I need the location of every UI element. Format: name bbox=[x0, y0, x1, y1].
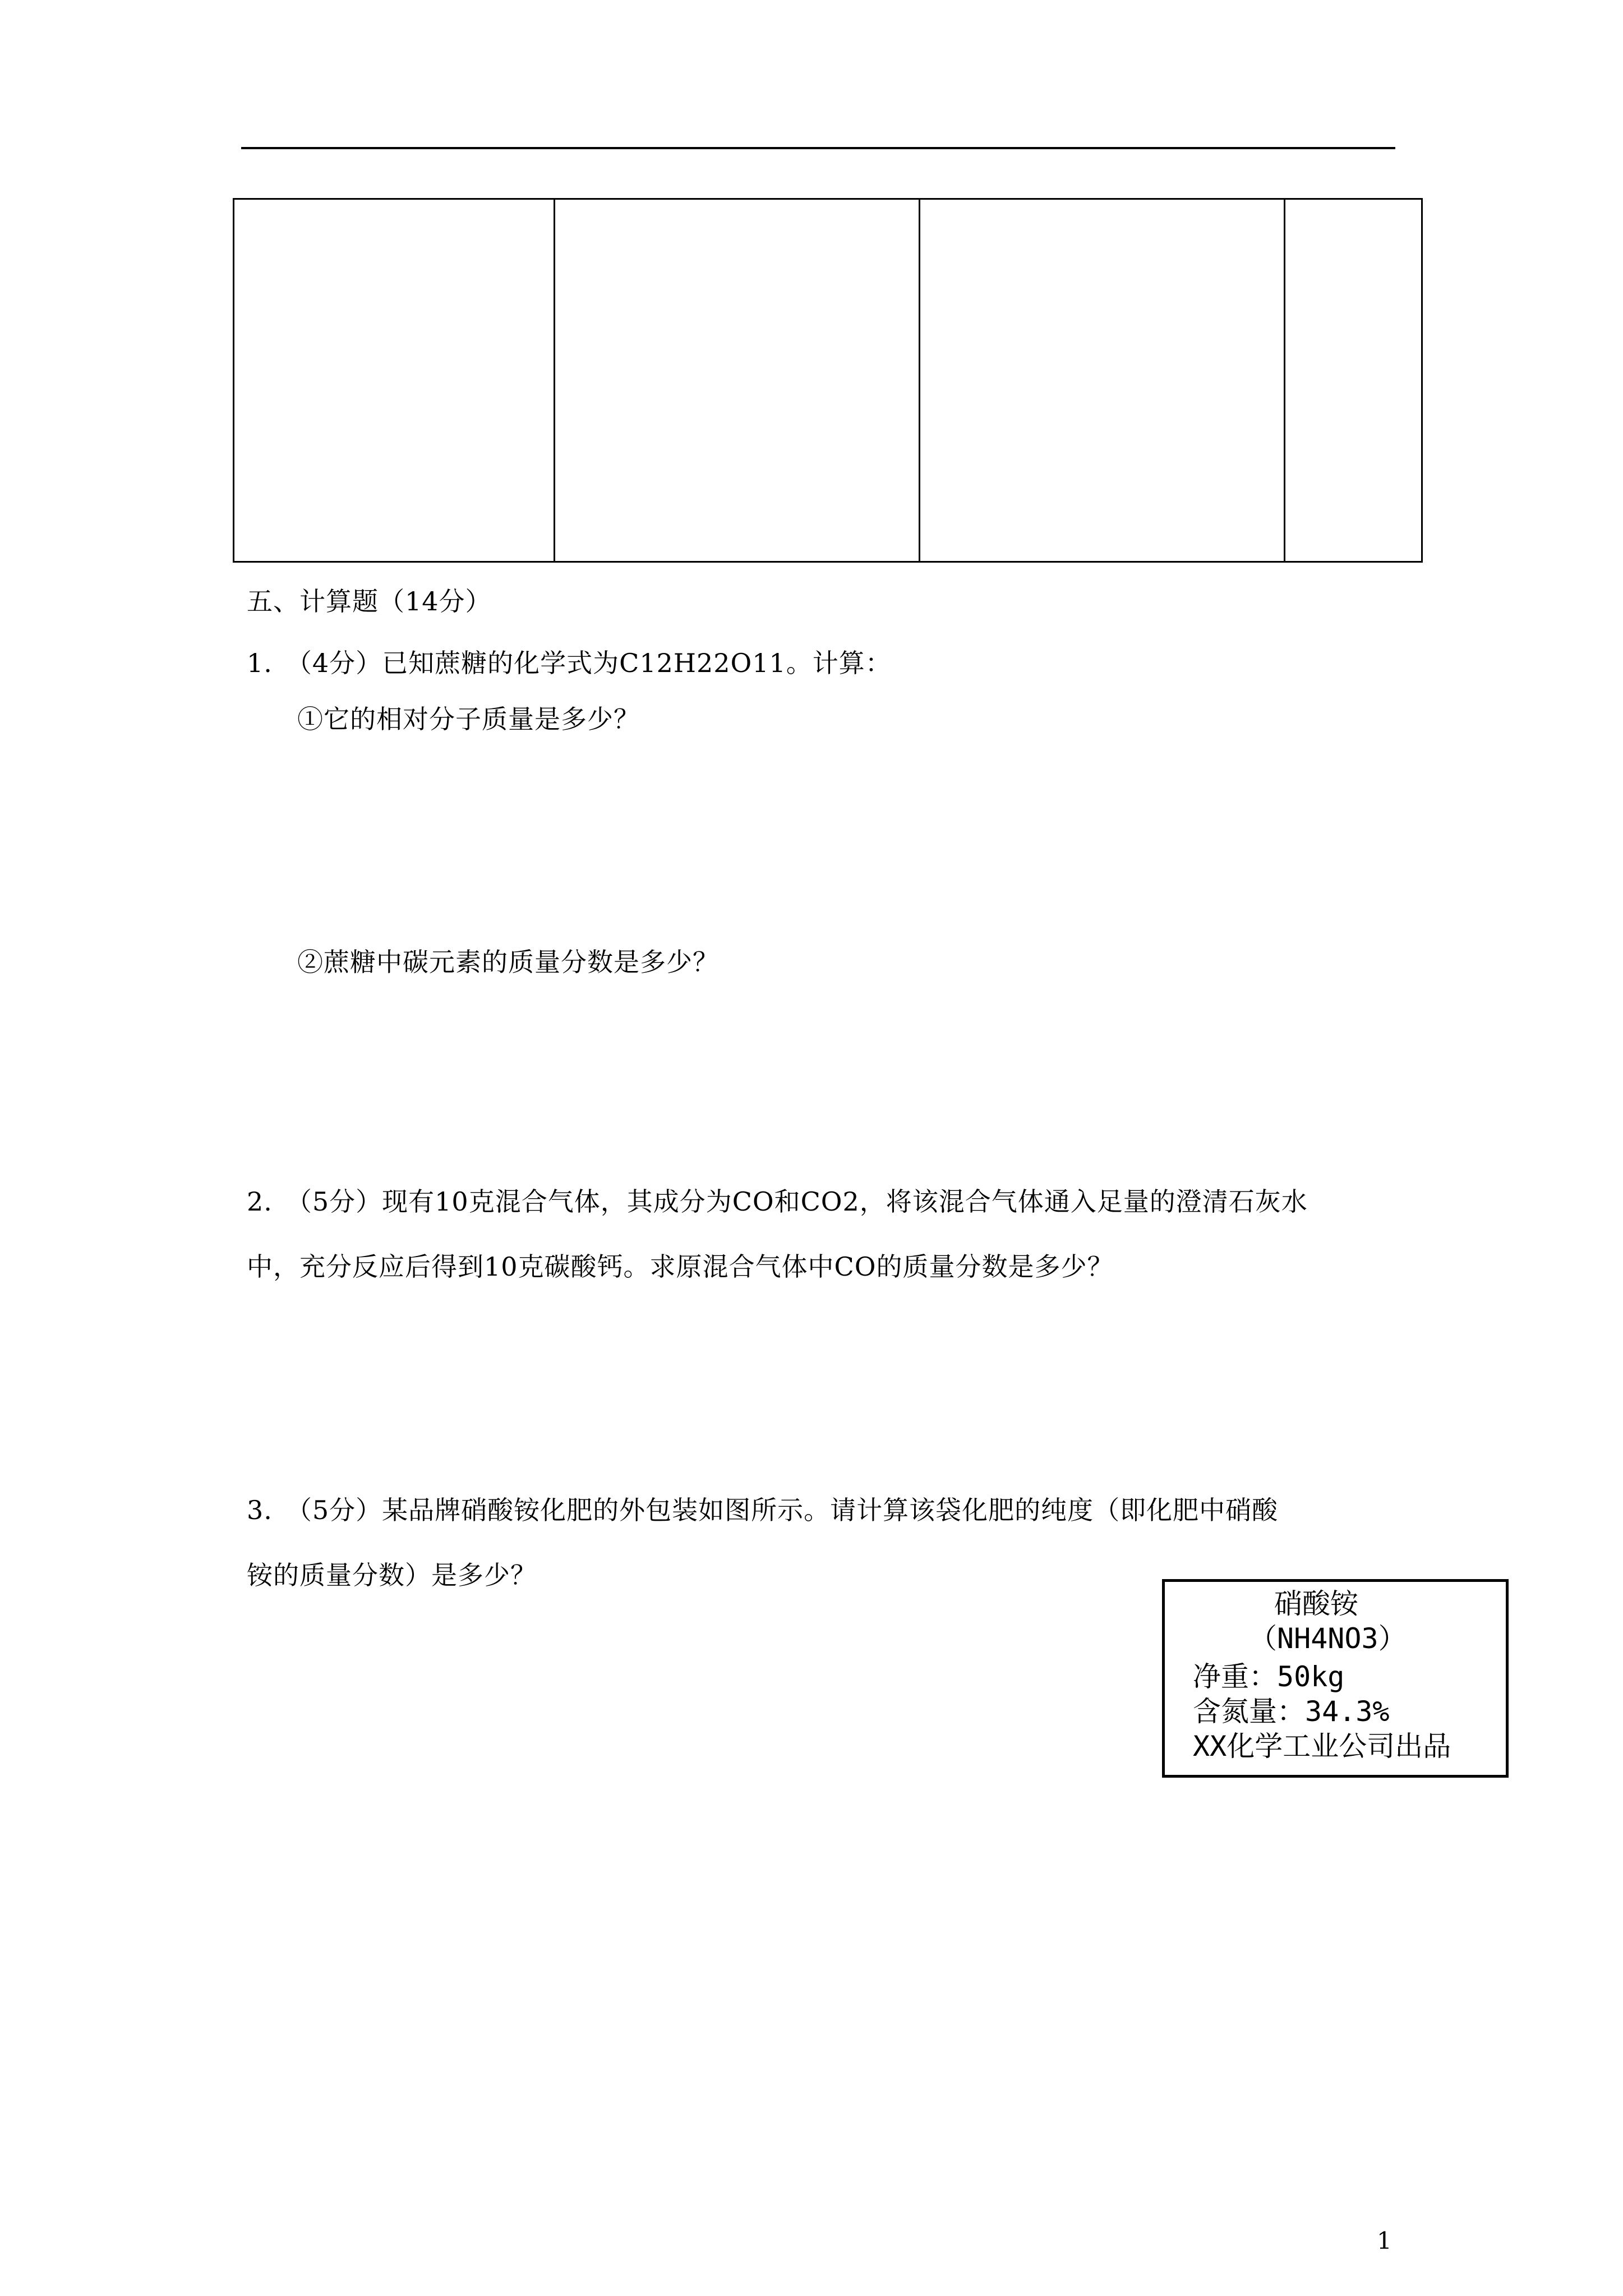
answer-table bbox=[233, 198, 1423, 563]
answer-table-cell bbox=[555, 200, 920, 561]
fertilizer-nitrogen-content: 含氮量：34.3% bbox=[1193, 1695, 1390, 1728]
fertilizer-name: 硝酸铵 bbox=[1274, 1588, 1358, 1620]
question-1-part-2: ②蔗糖中碳元素的质量分数是多少？ bbox=[297, 947, 719, 977]
question-1-intro: 1. （4分）已知蔗糖的化学式为C12H22O11。计算： bbox=[247, 648, 892, 678]
page-number: 1 bbox=[1377, 2227, 1392, 2254]
question-1-part-1: ①它的相对分子质量是多少？ bbox=[297, 704, 640, 734]
fertilizer-formula: （NH4NO3） bbox=[1249, 1622, 1407, 1655]
question-2-line-1: 2. （5分）现有10克混合气体，其成分为CO和CO2，将该混合气体通入足量的澄清石灰水 bbox=[247, 1186, 1308, 1217]
header-rule bbox=[241, 147, 1395, 149]
fertilizer-label bbox=[1162, 1579, 1509, 1778]
fertilizer-manufacturer: XX化学工业公司出品 bbox=[1193, 1730, 1451, 1763]
answer-table-cell bbox=[1285, 200, 1421, 561]
answer-table-cell bbox=[920, 200, 1285, 561]
question-2-line-2: 中，充分反应后得到10克碳酸钙。求原混合气体中CO的质量分数是多少？ bbox=[247, 1251, 1114, 1282]
section-title: 五、计算题（14分） bbox=[247, 586, 492, 616]
fertilizer-net-weight: 净重：50kg bbox=[1193, 1660, 1345, 1693]
answer-table-cell bbox=[234, 200, 555, 561]
question-3-line-1: 3. （5分）某品牌硝酸铵化肥的外包装如图所示。请计算该袋化肥的纯度（即化肥中硝酸 bbox=[247, 1495, 1279, 1525]
question-3-line-2: 铵的质量分数）是多少？ bbox=[247, 1560, 537, 1590]
